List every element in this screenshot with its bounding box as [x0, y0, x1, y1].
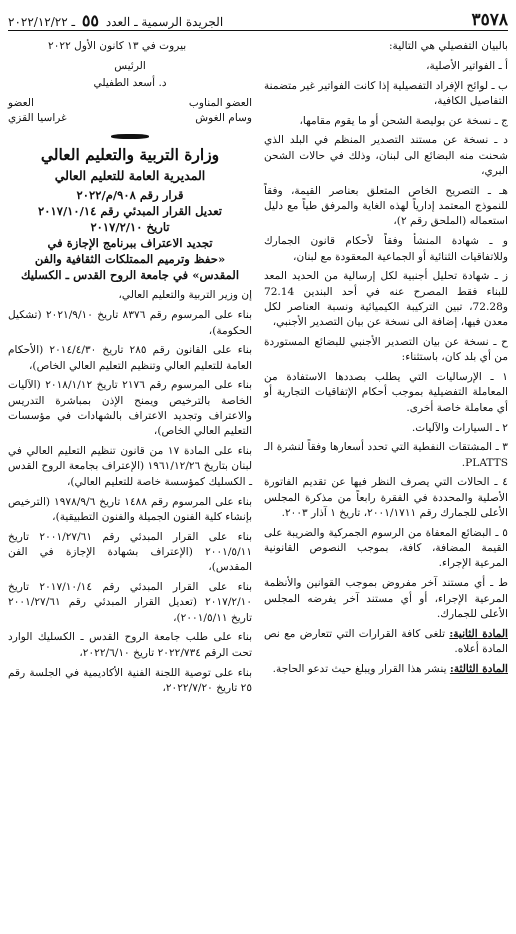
- decision-number: قرار رقم ٩٠٨/م/٢٠٢٢: [76, 188, 184, 203]
- president-name: د. أسعد الطفيلي: [93, 77, 167, 90]
- member-name: غراسيا القزي: [8, 112, 67, 125]
- right-paragraph: ٢ ـ السيارات والآليات.: [411, 421, 508, 434]
- right-paragraph: ط ـ أي مستند آخر مفروض بموجب القوانين والأنظمة المرعية الإجراء، أو أي مستند آخر يفرضه المجلس الأعلى للجمارك.: [263, 577, 508, 620]
- right-paragraph: ٥ ـ البضائع المعفاة من الرسوم الجمركية والضريبة على القيمة المضافة، كافة، بموجب النصوص القانونية المرعية الإجراء.: [263, 526, 508, 570]
- right-paragraph: ج ـ نسخة عن بوليصة الشحن أو ما يقوم مقامها،: [299, 114, 508, 127]
- journal-title: [8, 11, 223, 30]
- signature-names: [8, 111, 252, 126]
- article-three-text: ينشر هذا القرار ويبلغ حيث تدعو الحاجة.: [272, 662, 450, 675]
- decision-paragraph: بناء على المادة ١٧ من قانون تنظيم التعليم العالي في لبنان بتاريخ ١٩٦١/١٢/٢٦ (الإعتراف بجامعة الروح القدس ـ الكسليك كمؤسسة خاصة للتعليم العالي)،: [8, 445, 253, 488]
- member-alt-name: وسام الغوش: [195, 112, 253, 125]
- right-paragraph: أ ـ الفواتير الأصلية،: [426, 59, 508, 72]
- right-paragraph: ب ـ لوائح الإفراد التفصيلية إذا كانت الفواتير غير متضمنة التفاصيل الكافية،: [263, 79, 508, 107]
- decision-paragraph: بناء على توصية اللجنة الفنية الأكاديمية في الجلسة رقم ٢٥ تاريخ ٢٠٢٢/٧/٢٠،: [8, 666, 253, 694]
- member-alt-title: العضو المناوب: [188, 96, 253, 109]
- right-paragraph: ١ ـ الإرساليات التي يطلب بصددها الاستفادة من المعاملة التفضيلية بموجب أحكام الإتفاقيات التجارية أو أي معاملة خاصة أخرى.: [263, 371, 508, 414]
- decision-paragraph: بناء على القانون رقم ٢٨٥ تاريخ ٢٠١٤/٤/٣٠ (الأحكام العامة للتعليم العالي وتنظيم التعليم العالي الخاص)،: [8, 344, 253, 372]
- decision-paragraph: بناء على المرسوم رقم ٢١٧٦ تاريخ ٢٠١٨/١/١٢ (الآليات الخاصة بالترخيص ويمنح الإذن بمباشرة التدريس والاعتراف وتجديد الاعتراف بالشهادات في مؤسسات التعليم العالي الخاص)،: [8, 379, 253, 438]
- columns: [8, 39, 508, 701]
- issue-date: ـ ٢٠٢٢/١٢/٢٢: [8, 15, 75, 29]
- left-column: [8, 39, 252, 701]
- decision-paragraph: بناء على المرسوم رقم ٨٣٧٦ تاريخ ٢٠٢١/٩/١٠ (تشكيل الحكومة)،: [8, 309, 253, 337]
- directorate-title: المديرية العامة للتعليم العالي: [54, 168, 206, 184]
- right-paragraph: د ـ نسخة عن مستند التصدير المنظم في البلد الذي شحنت منه البضائع الى لبنان، وذلك في حالات الشحن البري،: [263, 134, 508, 178]
- decision-paragraph: بناء على المرسوم رقم ١٤٨٨ تاريخ ١٩٧٨/٩/٦ (الترخيص بإنشاء كلية الفنون الجميلة والفنون التطبيقية)،: [8, 495, 253, 523]
- section-divider: [111, 134, 149, 139]
- decision-title-line: تجديد الاعتراف ببرنامج الإجازة في: [47, 236, 213, 251]
- ministry-title: وزارة التربية والتعليم العالي: [40, 145, 220, 165]
- journal-prefix: الجريدة الرسمية ـ العدد: [105, 15, 224, 29]
- issue-number: ٥٥: [81, 11, 100, 30]
- decision-title-line: المقدس» في جامعة الروح القدس ـ الكسليك: [21, 268, 240, 283]
- right-paragraph: و ـ شهادة المنشأ وفقاً لأحكام قانون الجمارك وللاتفاقيات الثنائية أو الجماعية المعقودة مع لبنان،: [263, 235, 508, 263]
- decision-paragraph: بناء على القرار المبدئي رقم ٢٠١٧/١٠/١٤ تاريخ ٢٠١٧/٢/١٠ (تعديل القرار المبدئي رقم ٢٠٠١/٢٧/٦١ تاريخ ٢٠٠١/٥/١١)،: [8, 581, 253, 624]
- signatures: [8, 96, 252, 111]
- right-paragraph: ٣ ـ المشتقات النفطية التي تحدد أسعارها وفقاً لنشرة الـ PLATTS.: [263, 441, 508, 469]
- right-paragraph: هـ ـ التصريح الخاص المتعلق بعناصر القيمة، وفقاً للنموذج المعتمد إدارياً لهذه الغاية والمرفق طياً مع دليل استعماله (الملحق رقم ٢)،: [263, 184, 508, 228]
- right-paragraph: ح ـ نسخة عن بيان التصدير الأجنبي للبضائع المستوردة من أي بلد كان، باستثناء:: [263, 336, 508, 364]
- article-two-text: تلغى كافة القرارات التي تتعارض مع نص المادة أعلاه.: [263, 627, 508, 655]
- right-column: [264, 39, 508, 701]
- page-header: [8, 6, 508, 31]
- page-number: ٣٥٧٨: [471, 10, 508, 30]
- article-two-label: المادة الثانية:: [449, 627, 509, 640]
- member-title: العضو: [8, 96, 34, 109]
- column-gap: [252, 39, 264, 701]
- decision-title-line: تاريخ ٢٠١٧/٢/١٠: [90, 220, 170, 235]
- decision-paragraph: بناء على القرار المبدئي رقم ٢٠٠١/٢٧/٦١ تاريخ ٢٠٠١/٥/١١ (الإعتراف بشهادة الإجازة في الفن المقدس)،: [8, 530, 253, 574]
- decision-title-line: تعديل القرار المبدئي رقم ٢٠١٧/١٠/١٤: [38, 204, 223, 219]
- decision-paragraph: بناء على طلب جامعة الروح القدس ـ الكسليك الوارد تحت الرقم ٢٠٢٢/٧٣٤ تاريخ ٢٠٢٢/٦/١٠،: [8, 631, 253, 659]
- decision-title-line: «حفظ وترميم الممتلكات الثقافية والفن: [34, 252, 226, 267]
- place-date: بيروت في ١٣ كانون الأول ٢٠٢٢: [48, 40, 187, 52]
- right-paragraph: ز ـ شهادة تحليل أجنبية لكل إرسالية من الحديد المعد للبناء فقط المصرح عنه في أحد البندين 72.14 و72.28، تبين التركيبة الكيميائية ونسبة العناصر لكل معدن فيها، إضافة الى نسخة عن بيان التصدير الأجنبي،: [263, 270, 508, 329]
- article-two: [264, 627, 508, 658]
- decision-paragraph: إن وزير التربية والتعليم العالي،: [118, 289, 253, 302]
- right-paragraph: بالبيان التفصيلي هي التالية:: [388, 40, 508, 52]
- article-three-label: المادة الثالثة:: [449, 662, 508, 675]
- right-paragraph: ٤ ـ الحالات التي يصرف النظر فيها عن تقديم الفاتورة الأصلية والمحددة في الفقرة رابعاً من مذكرة المجلس الأعلى للجمارك رقم ٢٠٠١/١٧١١، تاريخ ١ آذار ٢٠٠٣.: [263, 476, 508, 520]
- president-title: الرئيس: [114, 59, 146, 72]
- article-three: [264, 662, 508, 677]
